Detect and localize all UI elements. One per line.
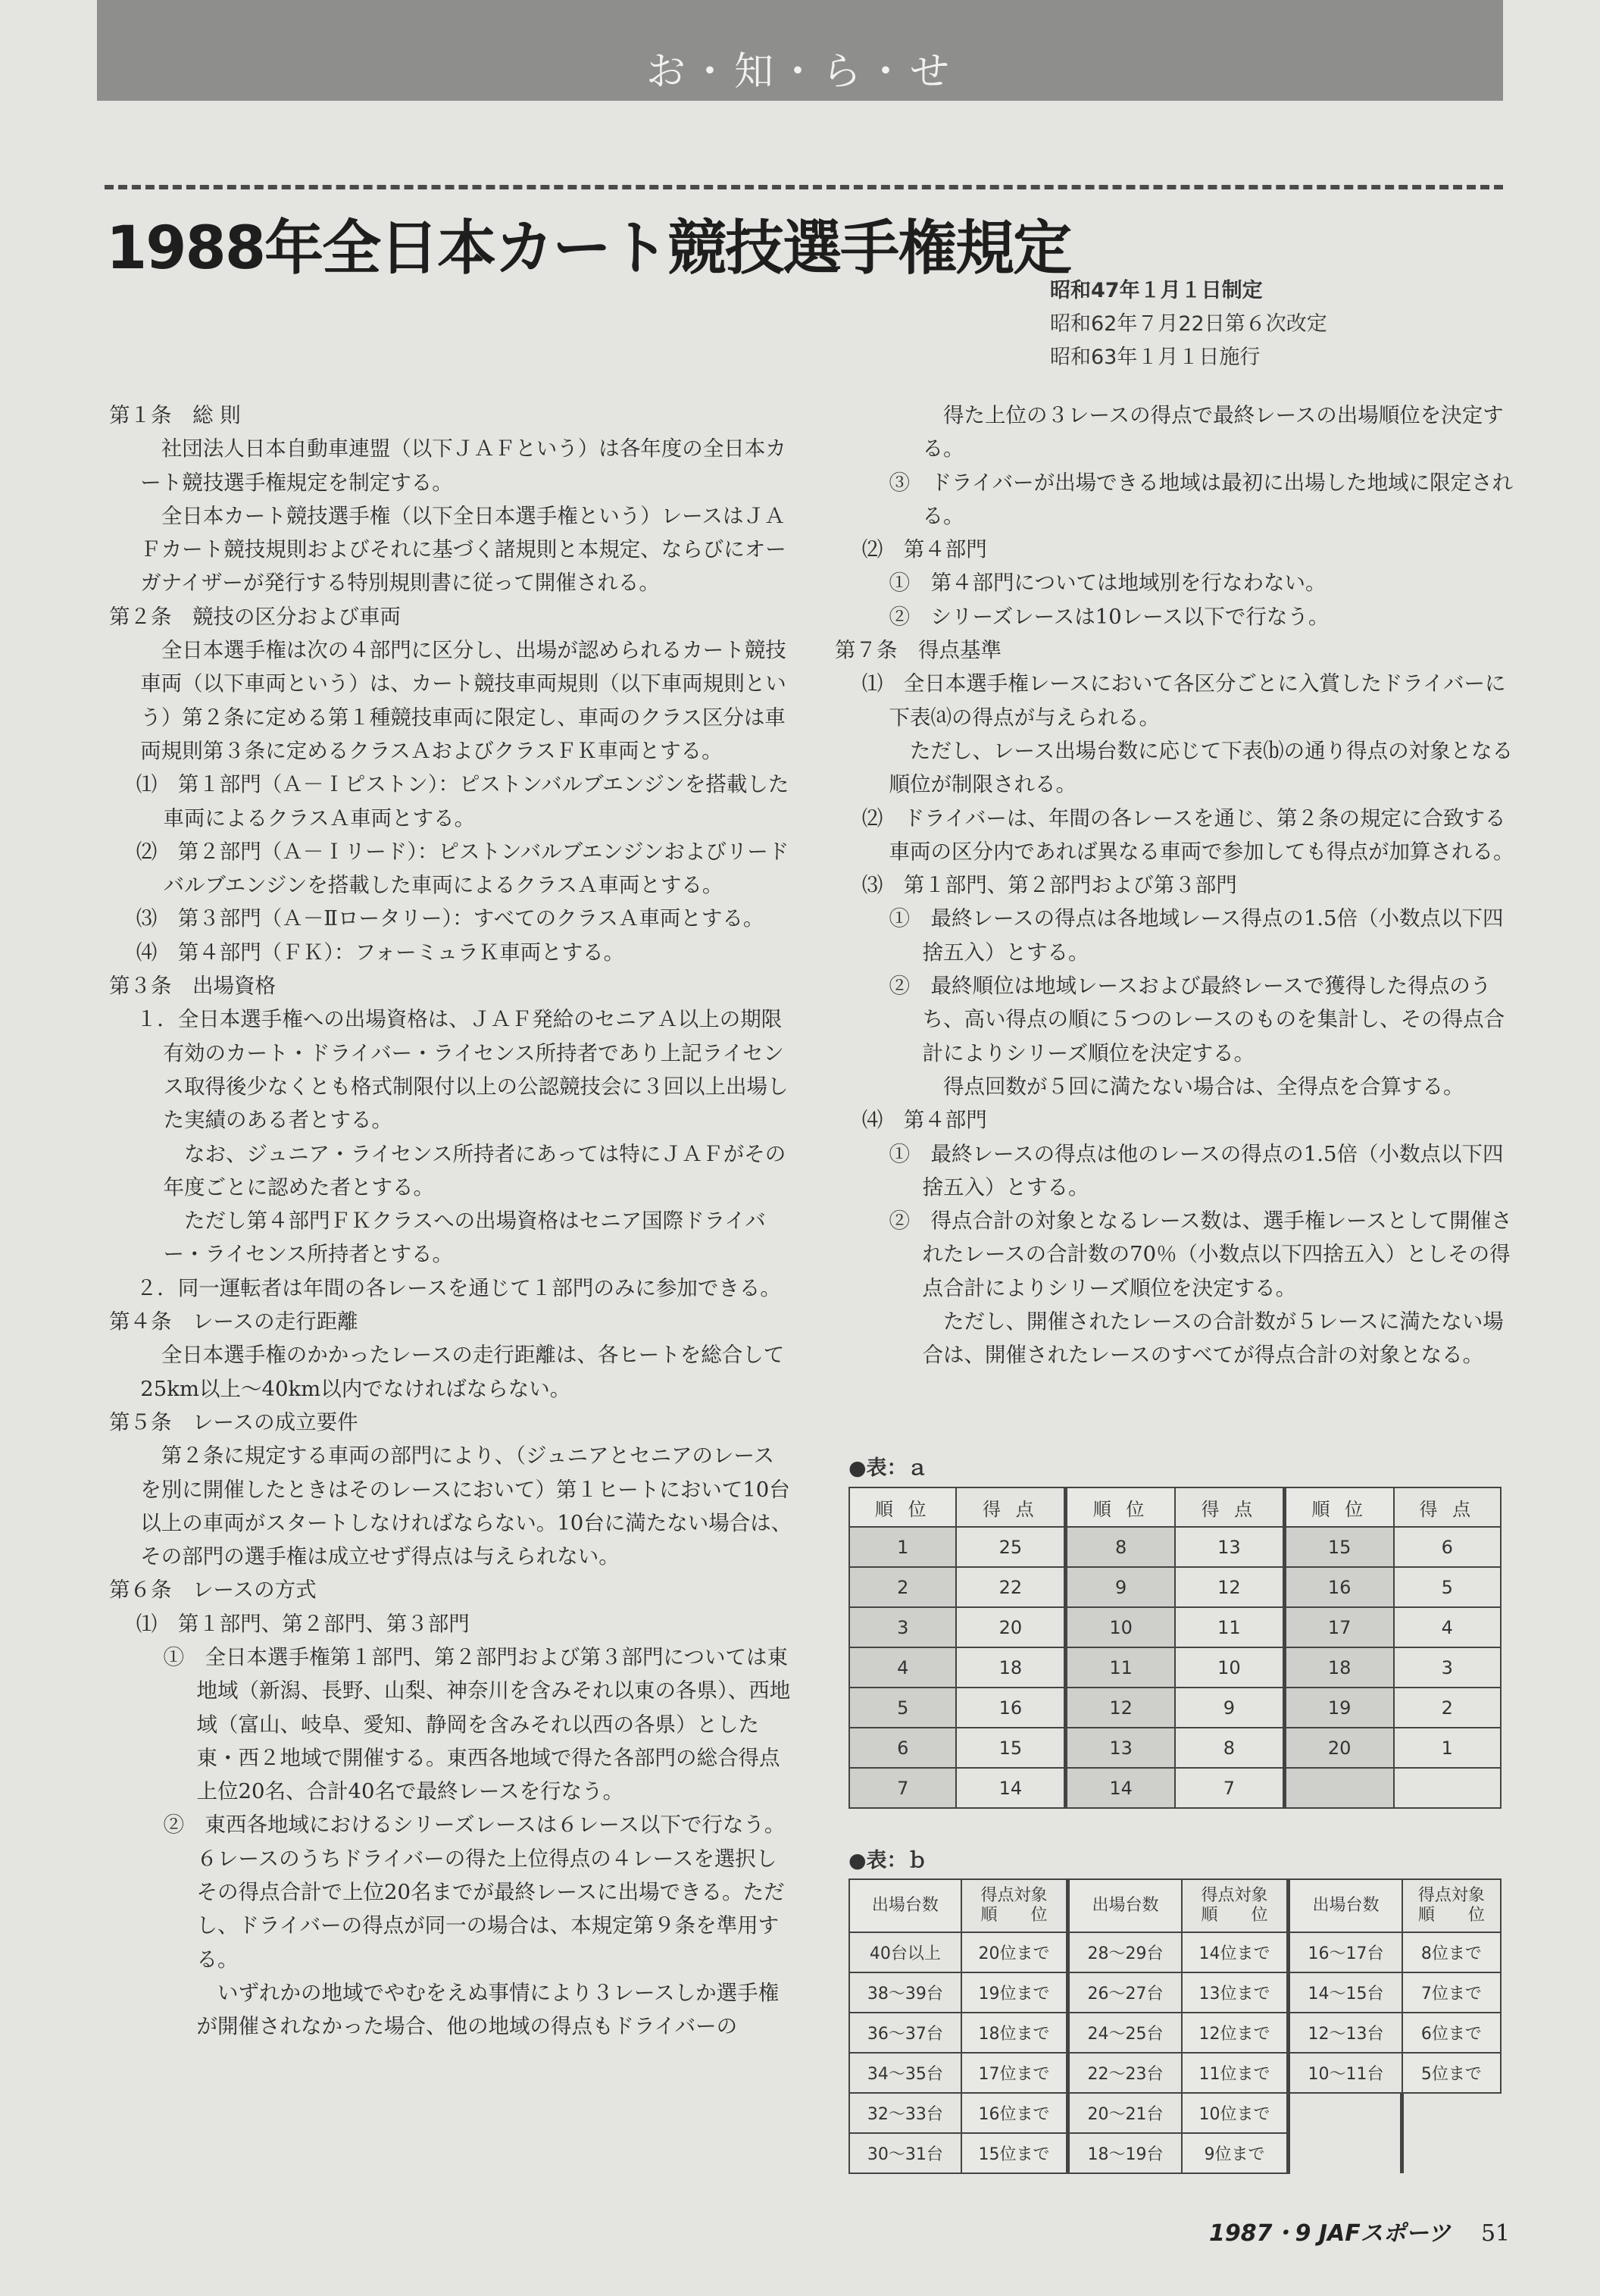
table-cell: 22～23台 [1068,2053,1182,2093]
paragraph: ③ ドライバーが出場できる地域は最初に出場した地域に限定される。 [889,470,1514,528]
table-cell [1402,2133,1501,2173]
table-cell [1289,2093,1402,2133]
table-header-cell: 出場台数 [1068,1879,1182,1932]
history-line: 昭和47年１月１日制定 [1050,279,1263,302]
table-cell: 20～21台 [1068,2093,1182,2133]
table-cell: 10 [1066,1607,1175,1647]
table-header-cell: 得 点 [1394,1487,1501,1527]
paragraph: 全日本カート競技選手権（以下全日本選手権という）レースはＪＡＦカート競技規則およびそれに基づく諸規則と本規定、ならびにオーガナイザーが発行する特別規則書に従って開催される。 [140,503,786,596]
table-cell: 13位まで [1182,1972,1289,2013]
table-cell: 25 [956,1527,1065,1567]
table-row [849,1647,1501,1688]
table-cell: 20 [956,1607,1065,1647]
article-heading: 第２条 競技の区分および車両 [109,604,401,629]
table-row [849,1972,1501,2013]
paragraph: ⑵ 第２部門（Ａ－Ｉリード）：ピストンバルブエンジンおよびリードバルブエンジンを搭載した車両によるクラスＡ車両とする。 [136,839,789,898]
table-cell: 18～19台 [1068,2133,1182,2173]
table-cell: 7位まで [1402,1972,1501,2013]
page-title: 1988年全日本カート競技選手権規定 [106,214,1071,283]
table-header-cell: 得点対象 順 位 [1182,1879,1289,1932]
paragraph: ② 得点合計の対象となるレース数は、選手権レースとして開催されたレースの合計数の70％（小数点以下四捨五入）としその得点合計によりシリーズ順位を決定する。 [889,1209,1512,1300]
table-cell: 16 [956,1688,1065,1728]
paragraph: １．全日本選手権への出場資格は、ＪＡＦ発給のセニアＡ以上の期限有効のカート・ドライバー・ライセンス所持者であり上記ライセンス取得後少なくとも格式制限付以上の公認競技会に３回以上出場した実績のある者とする。 [136,1007,789,1133]
table-cell: 14 [956,1768,1065,1808]
table-cell: 28～29台 [1068,1932,1182,1972]
table-cell [1394,1768,1501,1808]
table-header-cell: 順 位 [849,1487,956,1527]
table-cell: 16位まで [961,2093,1068,2133]
paragraph: ２．同一運転者は年間の各レースを通じて１部門のみに参加できる。 [136,1275,781,1300]
table-cell: 34～35台 [849,2053,961,2093]
table-cell: 11位まで [1182,2053,1289,2093]
paragraph: 得点回数が５回に満たない場合は、全得点を合算する。 [943,1074,1464,1099]
table-header-cell: 順 位 [1066,1487,1175,1527]
table-cell: 11 [1066,1647,1175,1688]
table-cell: 1 [849,1527,956,1567]
table-cell: 26～27台 [1068,1972,1182,2013]
table-cell: 12 [1175,1567,1284,1607]
table-row [849,2013,1501,2053]
paragraph: ② 東西各地域におけるシリーズレースは６レース以下で行なう。６レースのうちドライバーの得た上位得点の４レースを選択しその得点合計で上位20名までが最終レースに出場できる。ただし、ドライバーの得点が同一の場合は、本規定第９条を準用する。 [163,1813,786,1972]
table-cell: 24～25台 [1068,2013,1182,2053]
paragraph: いずれかの地域でやむをえぬ事情により３レースしか選手権が開催されなかった場合、他の地域の得点もドライバーの [196,1980,780,2039]
entries-table [848,1878,1502,2174]
table-cell: 19 [1284,1688,1393,1728]
table-header-cell: 得 点 [1175,1487,1284,1527]
paragraph: ただし、開催されたレースの合計数が５レースに満たない場合は、開催されたレースのすべてが得点合計の対象となる。 [922,1309,1504,1368]
table-cell: 18位まで [961,2013,1068,2053]
table-cell: 22 [956,1567,1065,1607]
paragraph: ⑷ 第４部門（ＦＫ）：フォーミュラＫ車両とする。 [136,940,625,965]
table-cell: 7 [1175,1768,1284,1808]
paragraph: ⑵ 第４部門 [861,537,987,562]
table-header-cell: 出場台数 [849,1879,961,1932]
table-cell: 15 [956,1728,1065,1768]
table-cell: 12～13台 [1289,2013,1402,2053]
table-cell: 32～33台 [849,2093,961,2133]
table-cell: 14 [1066,1768,1175,1808]
table-row [849,2133,1501,2173]
table-cell: 5位まで [1402,2053,1501,2093]
paragraph: 第２条に規定する車両の部門により、（ジュニアとセニアのレースを別に開催したときはそのレースにおいて）第１ヒートにおいて10台以上の車両がスタートしなければならない。10台に満たない場合は、その部門の選手権は成立せず得点は与えられない。 [140,1444,792,1569]
table-cell [1284,1768,1393,1808]
table-cell: 12位まで [1182,2013,1289,2053]
table-header-cell: 得点対象 順 位 [961,1879,1068,1932]
article-heading: 第５条 レースの成立要件 [109,1409,358,1434]
table-a-label: ●表：ａ [848,1456,928,1480]
table-cell: 16～17台 [1289,1932,1402,1972]
table-row [849,1527,1501,1567]
table-cell: 14位まで [1182,1932,1289,1972]
paragraph: ⑴ 第１部門、第２部門、第３部門 [136,1611,470,1636]
paragraph: 得た上位の３レースの得点で最終レースの出場順位を決定する。 [922,403,1504,461]
table-cell: 8 [1175,1728,1284,1768]
table-cell: 18 [1284,1647,1393,1688]
table-cell: 20 [1284,1728,1393,1768]
table-row [849,2093,1501,2133]
table-cell [1402,2093,1501,2133]
table-row [849,1688,1501,1728]
table-cell: 4 [849,1647,956,1688]
table-cell: 36～37台 [849,2013,961,2053]
table-cell: 15 [1284,1527,1393,1567]
table-row [849,1768,1501,1808]
article-heading: 第４条 レースの走行距離 [109,1309,358,1334]
table-cell: 12 [1066,1688,1175,1728]
article-heading: 第７条 得点基準 [835,638,1002,663]
magazine-name: JAFスポーツ [1318,2220,1451,2247]
article-heading: 第６条 レースの方式 [109,1578,317,1603]
table-cell: 19位まで [961,1972,1068,2013]
table-cell: 3 [1394,1647,1501,1688]
table-header-cell: 得点対象 順 位 [1402,1879,1501,1932]
table-row [849,1567,1501,1607]
table-row [849,2053,1501,2093]
table-cell: 11 [1175,1607,1284,1647]
table-cell: 6 [1394,1527,1501,1567]
table-cell: 5 [849,1688,956,1728]
table-row [849,1728,1501,1768]
table-cell: 17 [1284,1607,1393,1647]
paragraph: ⑶ 第３部門（Ａ－Ⅱロータリー）：すべてのクラスＡ車両とする。 [136,906,764,931]
table-cell: 20位まで [961,1932,1068,1972]
table-header-cell: 出場台数 [1289,1879,1402,1932]
table-row [849,1932,1501,1972]
paragraph: なお、ジュニア・ライセンス所持者にあっては特にＪＡＦがその年度ごとに認めた者とする。 [163,1141,786,1200]
paragraph: ① 全日本選手権第１部門、第２部門および第３部門については東地域（新潟、長野、山梨、神奈川を含みそれ以東の各県）、西地域（富山、岐阜、愛知、静岡を含みそれ以西の各県）とした東・西２地域で開催する。東西各地域で得た各部門の総合得点上位20名、合計40名で最終レースを行なう。 [163,1644,791,1804]
notice-banner: お・知・ら・せ [97,0,1503,101]
table-cell [1289,2133,1402,2173]
table-cell: 10位まで [1182,2093,1289,2133]
paragraph: ⑴ 全日本選手権レースにおいて各区分ごとに入賞したドライバーに下表⒜の得点が与えられる。 [861,671,1506,730]
table-cell: 14～15台 [1289,1972,1402,2013]
table-row [849,1607,1501,1647]
table-header-cell: 順 位 [1284,1487,1393,1527]
page-number: 51 [1480,2220,1511,2247]
paragraph: ⑶ 第１部門、第２部門および第３部門 [861,873,1237,898]
revision-history [1050,274,1327,374]
table-cell: 1 [1394,1728,1501,1768]
table-cell: 6 [849,1728,956,1768]
paragraph: ⑵ ドライバーは、年間の各レースを通じ、第２条の規定に合致する車両の区分内であれば異なる車両で参加しても得点が加算される。 [861,805,1514,864]
paragraph: ⑷ 第４部門 [861,1108,987,1133]
table-cell: 17位まで [961,2053,1068,2093]
table-cell: 3 [849,1607,956,1647]
table-cell: 9位まで [1182,2133,1289,2173]
table-cell: 40台以上 [849,1932,961,1972]
table-header-row [849,1879,1501,1932]
paragraph: 社団法人日本自動車連盟（以下ＪＡＦという）は各年度の全日本カート競技選手権規定を制定する。 [140,436,786,495]
table-cell: 9 [1175,1688,1284,1728]
paragraph: ② 最終順位は地域レースおよび最終レースで獲得した得点のうち、高い得点の順に５つのレースのものを集計し、その得点合計によりシリーズ順位を決定する。 [889,974,1505,1065]
points-table [848,1487,1502,1809]
table-cell: 6位まで [1402,2013,1501,2053]
left-column [109,399,795,2044]
table-cell: 2 [1394,1688,1501,1728]
article-heading: 第１条 総 則 [109,403,241,427]
table-cell: 16 [1284,1567,1393,1607]
paragraph: ただし第４部門ＦＫクラスへの出場資格はセニア国際ドライバー・ライセンス所持者とする。 [163,1209,766,1267]
table-cell: 18 [956,1647,1065,1688]
table-cell: 5 [1394,1567,1501,1607]
paragraph: ② シリーズレースは10レース以下で行なう。 [889,604,1330,629]
table-cell: 4 [1394,1607,1501,1647]
paragraph: ⑴ 第１部門（Ａ－Ｉピストン）：ピストンバルブエンジンを搭載した車両によるクラスＡ車両とする。 [136,772,789,831]
table-cell: 7 [849,1768,956,1808]
table-cell: 13 [1175,1527,1284,1567]
table-cell: 10 [1175,1647,1284,1688]
paragraph: ① 第４部門については地域別を行なわない。 [889,571,1327,596]
paragraph: ① 最終レースの得点は各地域レース得点の1.5倍（小数点以下四捨五入）とする。 [889,906,1504,965]
paragraph: 全日本選手権は次の４部門に区分し、出場が認められるカート競技車両（以下車両という）は、カート競技車両規則（以下車両規則という）第２条に定める第１種競技車両に限定し、車両のクラス区分は車両規則第３条に定めるクラスＡおよびクラスＦＫ車両とする。 [140,638,786,763]
paragraph: ① 最終レースの得点は他のレースの得点の1.5倍（小数点以下四捨五入）とする。 [889,1141,1504,1200]
paragraph: ただし、レース出場台数に応じて下表⒝の通り得点の対象となる順位が制限される。 [889,738,1514,797]
table-cell: 8位まで [1402,1932,1501,1972]
table-header-row [849,1487,1501,1527]
page-footer [1209,2214,1510,2248]
history-line: 昭和62年７月22日第６次改定 [1050,312,1327,336]
issue-date: 1987・9 [1209,2220,1311,2247]
table-cell: 13 [1066,1728,1175,1768]
table-cell: 2 [849,1567,956,1607]
right-column [835,399,1520,1372]
dashed-divider [105,185,1503,189]
paragraph: 全日本選手権のかかったレースの走行距離は、各ヒートを総合して25km以上～40km以内でなければならない。 [140,1343,785,1401]
table-cell: 38～39台 [849,1972,961,2013]
table-b-label: ●表：ｂ [848,1849,928,1872]
article-heading: 第３条 出場資格 [109,974,276,999]
table-cell: 9 [1066,1567,1175,1607]
table-cell: 30～31台 [849,2133,961,2173]
table-cell: 10～11台 [1289,2053,1402,2093]
table-cell: 8 [1066,1527,1175,1567]
history-line: 昭和63年１月１日施行 [1050,346,1261,369]
table-cell: 15位まで [961,2133,1068,2173]
table-header-cell: 得 点 [956,1487,1065,1527]
